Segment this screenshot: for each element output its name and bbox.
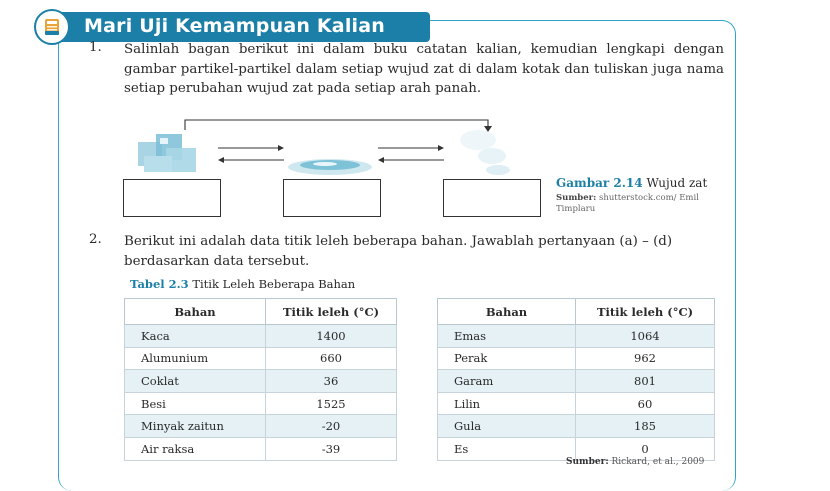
figure-source-label: Sumber:	[556, 193, 597, 203]
section-header	[38, 12, 430, 42]
column-header-material: Bahan	[125, 299, 266, 325]
cell-value: 36	[266, 370, 397, 393]
melting-point-table-right	[437, 298, 715, 461]
section-title: Mari Uji Kemampuan Kalian	[84, 15, 385, 37]
melting-point-table-left	[124, 298, 397, 461]
cell-material: Gula	[438, 415, 576, 438]
vapor-image	[460, 130, 510, 175]
sublimation-arrow	[185, 120, 488, 130]
cell-material: Garam	[438, 370, 576, 393]
cell-material: Coklat	[125, 370, 266, 393]
column-header-melting-point: Titik leleh (°C)	[266, 299, 397, 325]
cell-material: Es	[438, 437, 576, 460]
cell-value: 60	[576, 392, 715, 415]
figure-source-text: shutterstock.com/ Emil Timplaru	[556, 193, 699, 214]
figure-source	[556, 193, 716, 215]
cell-value: 185	[576, 415, 715, 438]
question-2-number: 2.	[89, 232, 102, 247]
table-header-row	[438, 299, 715, 325]
table-source-label: Sumber:	[566, 457, 609, 467]
cell-value: 1525	[266, 392, 397, 415]
table-row	[125, 415, 397, 438]
cell-value: 1400	[266, 325, 397, 348]
table-header-row	[125, 299, 397, 325]
cell-value: 0	[576, 437, 715, 460]
cell-value: 1064	[576, 325, 715, 348]
states-diagram	[120, 112, 540, 182]
table-row	[438, 370, 715, 393]
cell-material: Minyak zaitun	[125, 415, 266, 438]
answer-box-liquid	[283, 179, 381, 217]
table-row	[125, 392, 397, 415]
question-1-text: Salinlah bagan berikut ini dalam buku catatan kalian, kemudian lengkapi dengan gambar partikel-partikel dalam setiap wujud zat di dalam kotak dan tuliskan juga nama setiap perubahan wujud zat pada setiap arah panah.	[124, 42, 724, 96]
table-row	[125, 437, 397, 460]
cell-material: Alumunium	[125, 347, 266, 370]
table-source-text: Rickard, et al., 2009	[611, 457, 705, 467]
question-1-number: 1.	[89, 40, 102, 55]
cell-material: Kaca	[125, 325, 266, 348]
cell-value: 962	[576, 347, 715, 370]
cell-value: -20	[266, 415, 397, 438]
table-row	[438, 325, 715, 348]
answer-box-solid	[123, 179, 221, 217]
notebook-icon	[34, 9, 70, 45]
column-header-melting-point: Titik leleh (°C)	[576, 299, 715, 325]
cell-material: Besi	[125, 392, 266, 415]
table-row	[438, 347, 715, 370]
ice-cubes-image	[138, 134, 196, 172]
figure-label: Gambar 2.14	[556, 176, 643, 190]
cell-value: 801	[576, 370, 715, 393]
cell-value: 660	[266, 347, 397, 370]
cell-material: Lilin	[438, 392, 576, 415]
answer-box-gas	[443, 179, 541, 217]
question-2-text: Berikut ini adalah data titik leleh beberapa bahan. Jawablah pertanyaan (a) – (d) berdasarkan data tersebut.	[124, 234, 673, 269]
table-row	[438, 392, 715, 415]
table-caption	[130, 277, 355, 291]
table-row	[438, 415, 715, 438]
table-row	[125, 370, 397, 393]
water-puddle-image	[288, 159, 372, 175]
table-caption-label: Tabel 2.3	[130, 277, 189, 291]
cell-value: -39	[266, 437, 397, 460]
cell-material: Perak	[438, 347, 576, 370]
column-header-material: Bahan	[438, 299, 576, 325]
figure-caption	[556, 176, 716, 215]
figure-title: Wujud zat	[646, 176, 708, 190]
table-row	[125, 325, 397, 348]
table-caption-title: Titik Leleh Beberapa Bahan	[192, 277, 356, 291]
table-row	[125, 347, 397, 370]
cell-material: Emas	[438, 325, 576, 348]
cell-material: Air raksa	[125, 437, 266, 460]
